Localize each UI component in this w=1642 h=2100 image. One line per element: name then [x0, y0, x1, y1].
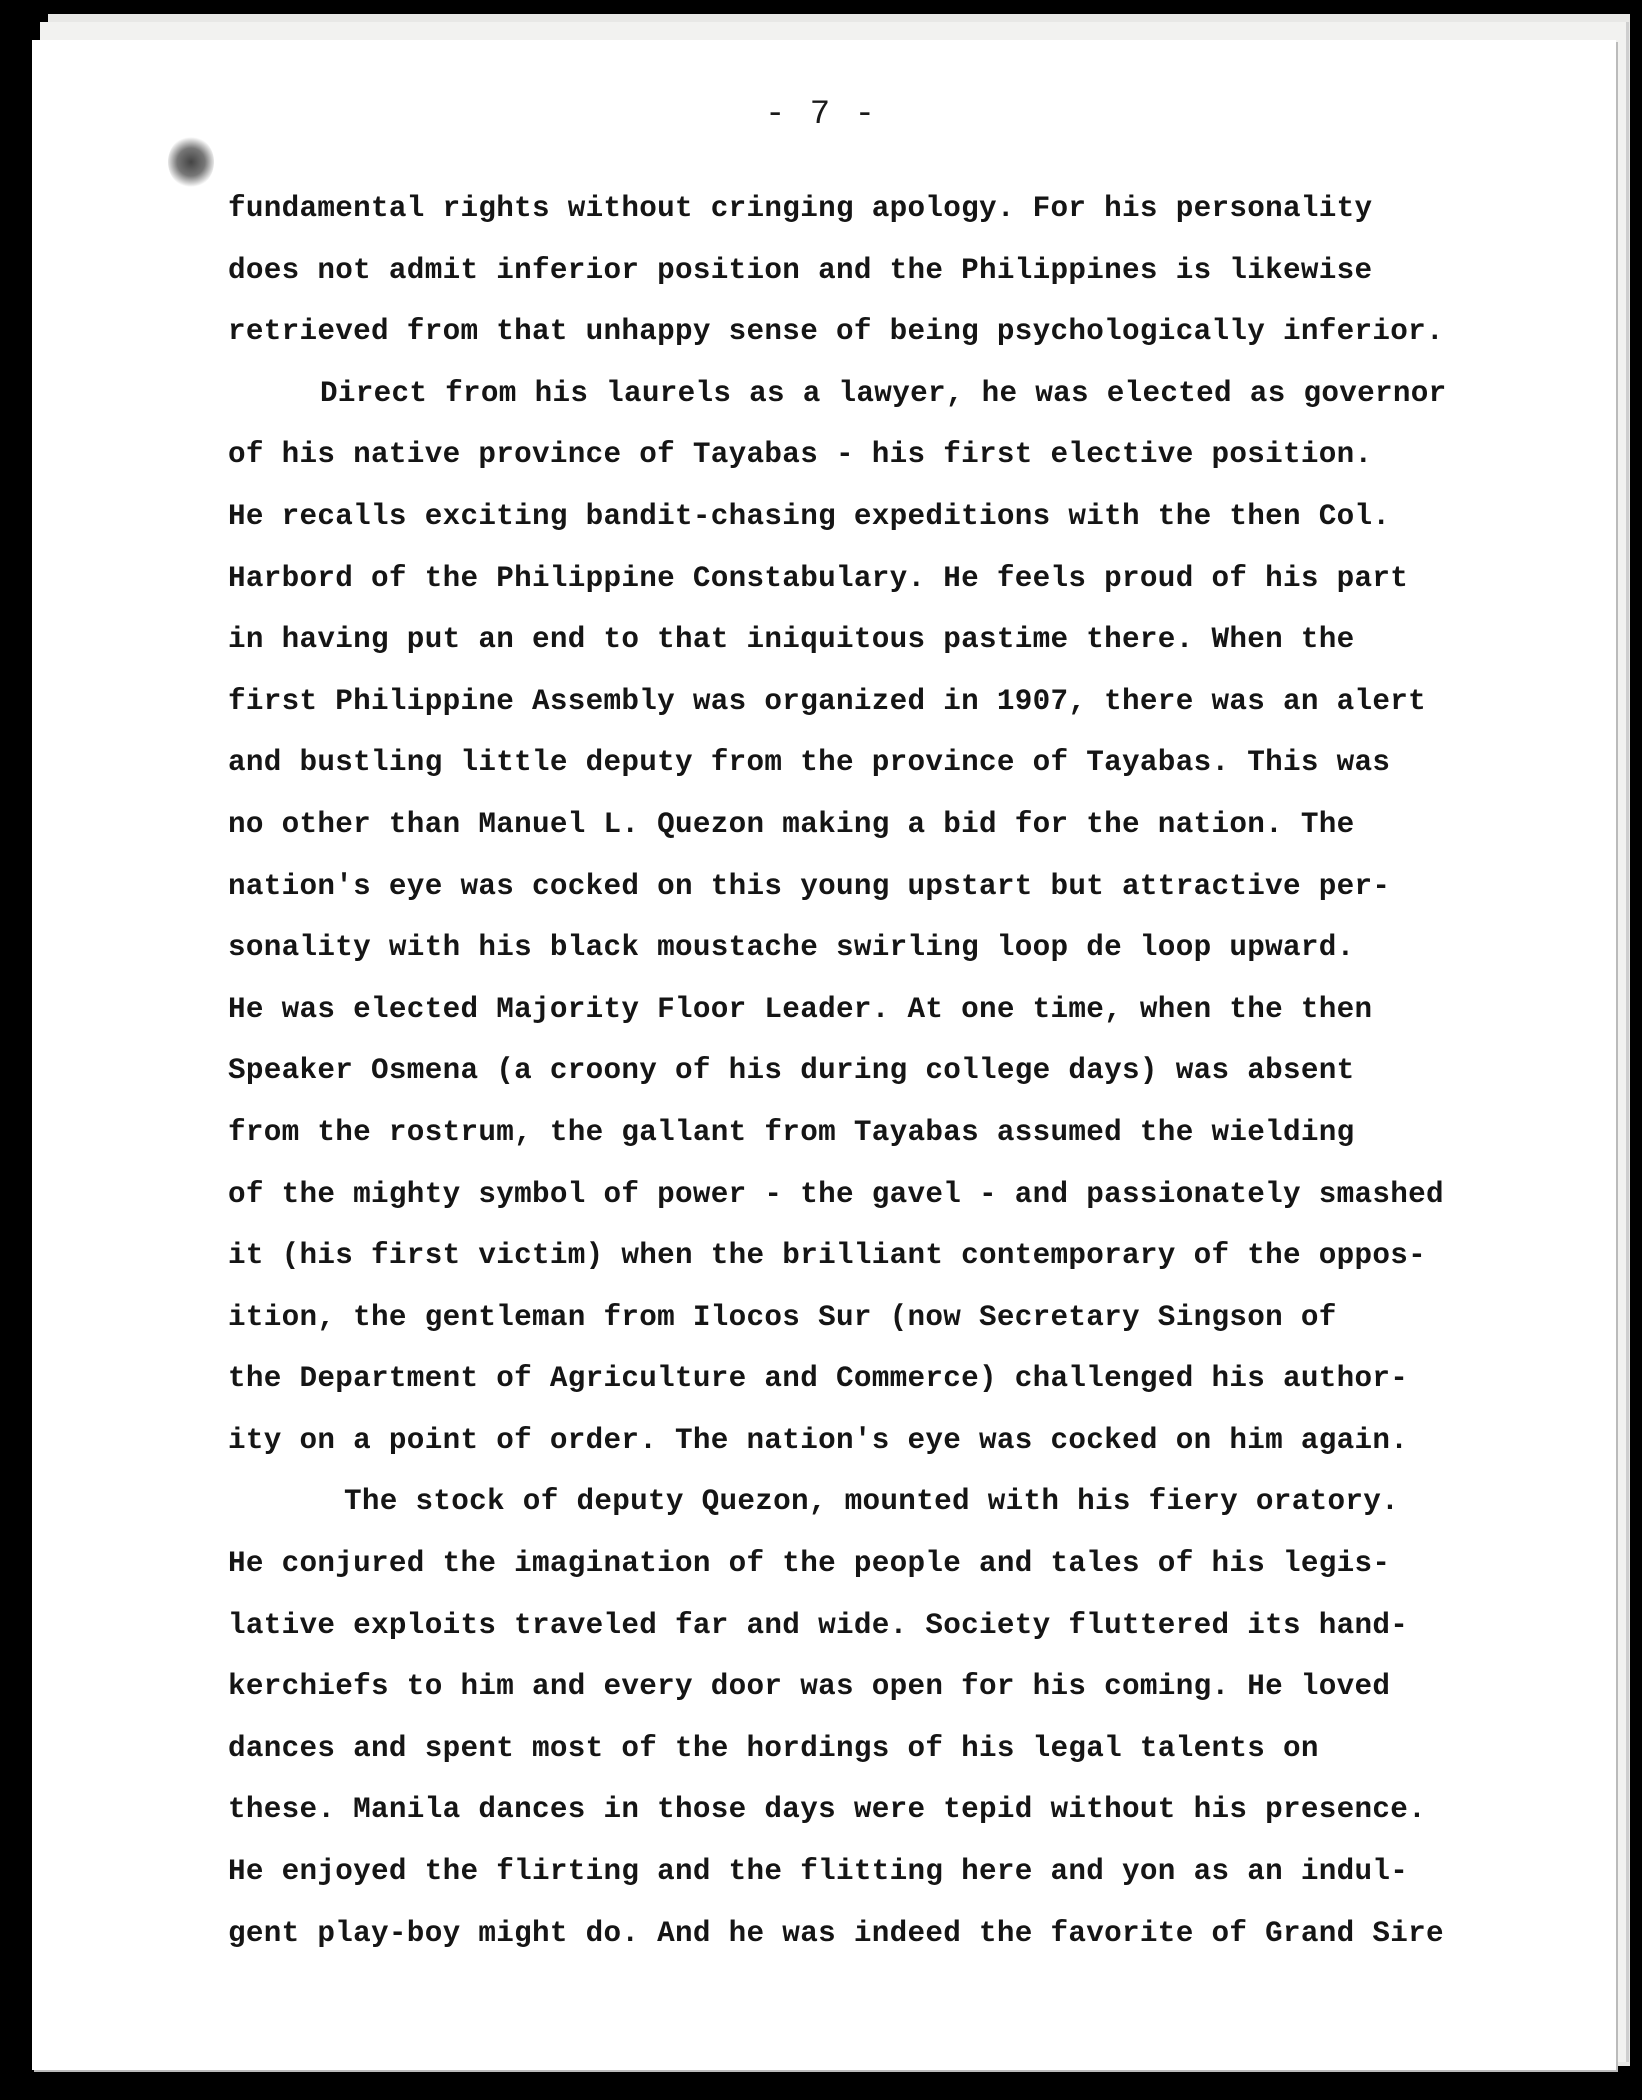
text-line: sonality with his black moustache swirling loop de loop upward. [228, 931, 1355, 965]
text-line: He enjoyed the flirting and the flitting here and yon as an indul- [228, 1855, 1409, 1889]
text-line: He conjured the imagination of the people and tales of his legis- [228, 1547, 1391, 1581]
text-line: lative exploits traveled far and wide. Society fluttered its hand- [228, 1608, 1409, 1642]
text-line: it (his first victim) when the brilliant contemporary of the oppos- [228, 1239, 1427, 1273]
text-line: does not admit inferior position and the Philippines is likewise [228, 253, 1373, 287]
text-line: these. Manila dances in those days were tepid without his presence. [228, 1793, 1427, 1827]
text-line: of the mighty symbol of power - the gavel - and passionately smashed [228, 1177, 1444, 1211]
text-line: no other than Manuel L. Quezon making a bid for the nation. The [228, 807, 1355, 841]
paragraph-start-line: The stock of deputy Quezon, mounted with his fiery oratory. [344, 1485, 1399, 1519]
paragraph-start-line: Direct from his laurels as a lawyer, he was elected as governor [320, 376, 1447, 410]
typewritten-body [228, 178, 1518, 1964]
text-line: kerchiefs to him and every door was open for his coming. He loved [228, 1670, 1391, 1704]
text-line: of his native province of Tayabas - his first elective position. [228, 438, 1373, 472]
text-line: fundamental rights without cringing apology. For his personality [228, 192, 1373, 225]
text-line: retrieved from that unhappy sense of being psychologically inferior. [228, 315, 1444, 349]
text-line: He was elected Majority Floor Leader. At one time, when the then [228, 992, 1373, 1026]
text-line: gent play-boy might do. And he was indeed the favorite of Grand Sire [228, 1916, 1444, 1950]
text-line: the Department of Agriculture and Commerce) challenged his author- [228, 1362, 1409, 1396]
page-number: - 7 - [764, 96, 878, 134]
text-line: Harbord of the Philippine Constabulary. He feels proud of his part [228, 561, 1409, 595]
text-line: ity on a point of order. The nation's eye was cocked on him again. [228, 1423, 1409, 1457]
text-line: from the rostrum, the gallant from Tayabas assumed the wielding [228, 1115, 1355, 1149]
text-line: first Philippine Assembly was organized in 1907, there was an alert [228, 684, 1427, 718]
text-line: Speaker Osmena (a croony of his during college days) was absent [228, 1054, 1355, 1088]
text-line: dances and spent most of the hordings of his legal talents on [228, 1731, 1319, 1765]
text-line: ition, the gentleman from Ilocos Sur (now Secretary Singson of [228, 1300, 1337, 1334]
ink-smudge [168, 136, 214, 188]
text-line: in having put an end to that iniquitous pastime there. When the [228, 623, 1355, 657]
text-line: nation's eye was cocked on this young upstart but attractive per- [228, 869, 1391, 903]
text-line: and bustling little deputy from the province of Tayabas. This was [228, 746, 1391, 780]
text-line: He recalls exciting bandit-chasing expeditions with the then Col. [228, 499, 1391, 533]
